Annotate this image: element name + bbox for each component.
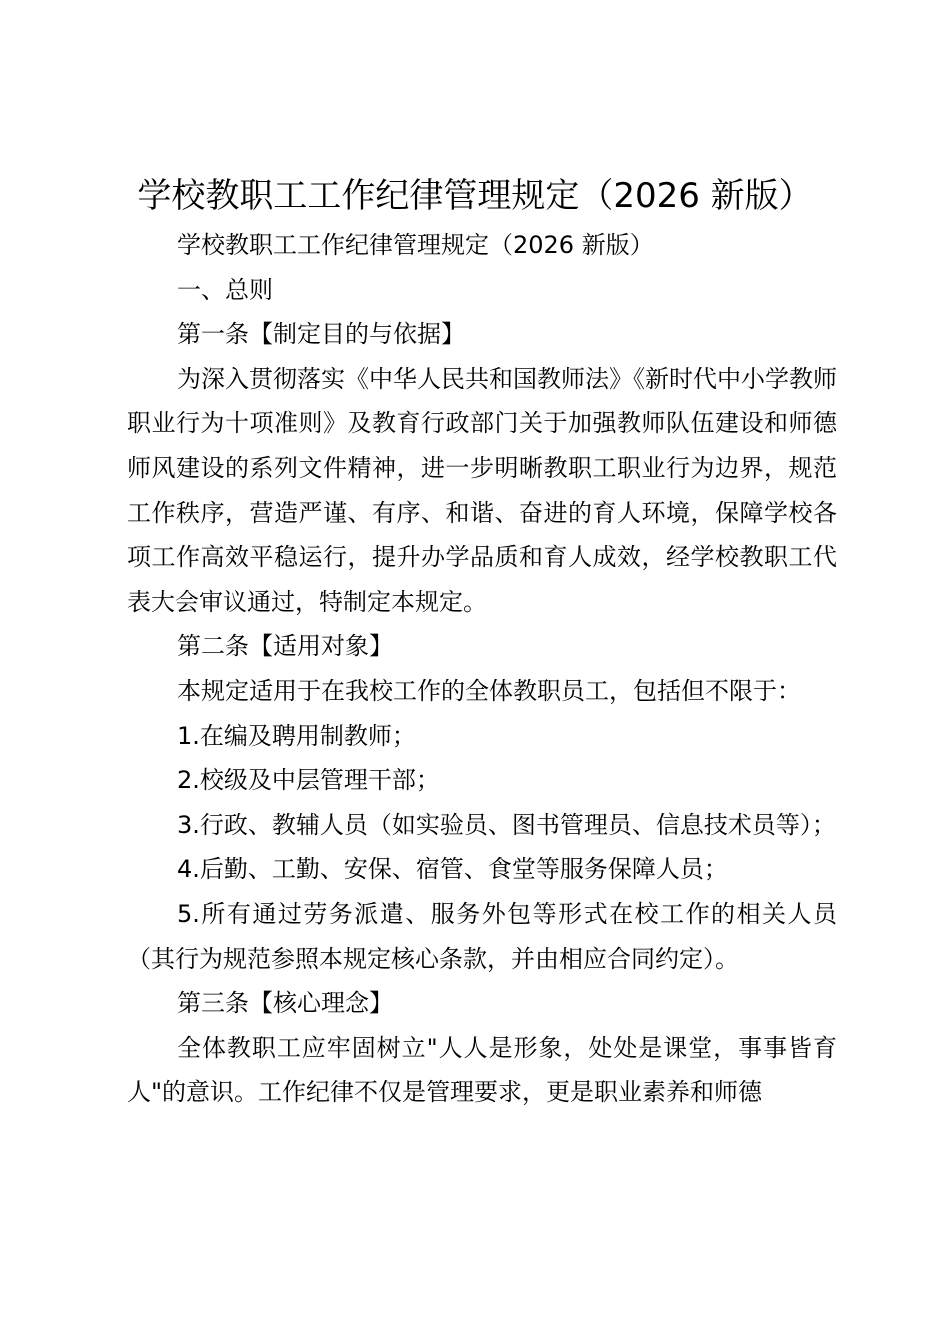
article-3-heading: 第三条【核心理念】 <box>177 989 393 1018</box>
paragraph-subtitle: 学校教职工工作纪律管理规定（2026 新版） <box>177 231 654 259</box>
article-2-text: 本规定适用于在我校工作的全体教职员工，包括但不限于： <box>177 676 801 705</box>
document-body <box>127 223 837 1115</box>
list-item-4: 4.后勤、工勤、安保、宿管、食堂等服务保障人员； <box>177 855 728 884</box>
article-3-text: 全体教职工应牢固树立"人人是形象，处处是课堂，事事皆育人"的意识。工作纪律不仅是管理要求，更是职业素养和师德 <box>127 1033 837 1107</box>
list-item-2: 2.校级及中层管理干部； <box>177 766 440 795</box>
article-2-heading: 第二条【适用对象】 <box>177 632 393 661</box>
article-1-heading: 第一条【制定目的与依据】 <box>177 320 465 349</box>
list-item-5: 5.所有通过劳务派遣、服务外包等形式在校工作的相关人员（其行为规范参照本规定核心条款，并由相应合同约定）。 <box>127 899 837 973</box>
section-heading-general: 一、总则 <box>177 275 273 304</box>
article-1-text: 为深入贯彻落实《中华人民共和国教师法》《新时代中小学教师职业行为十项准则》及教育行政部门关于加强教师队伍建设和师德师风建设的系列文件精神，进一步明晰教职工职业行为边界，规范工作秩序，营造严谨、有序、和谐、奋进的育人环境，保障学校各项工作高效平稳运行，提升办学品质和育人成效，经学校教职工代表大会审议通过，特制定本规定。 <box>127 364 837 616</box>
list-item-3: 3.行政、教辅人员（如实验员、图书管理员、信息技术员等）； <box>177 810 836 839</box>
list-item-1: 1.在编及聘用制教师； <box>177 721 416 750</box>
document-title: 学校教职工工作纪律管理规定（2026 新版） <box>137 176 813 216</box>
